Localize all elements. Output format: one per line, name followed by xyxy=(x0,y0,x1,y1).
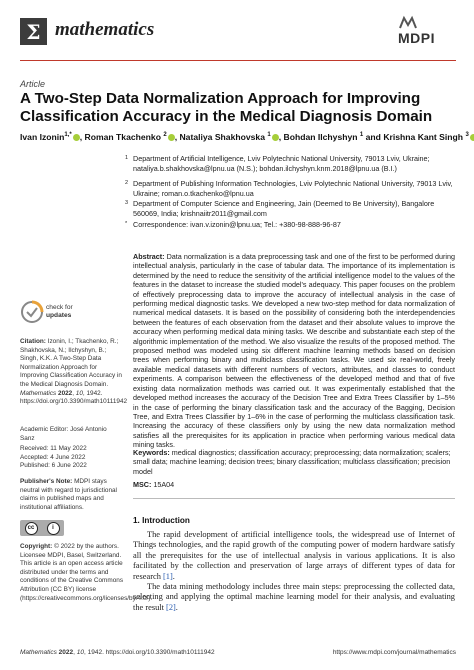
section-heading: 1. Introduction xyxy=(133,516,190,525)
footer-citation: Mathematics 2022, 10, 1942. https://doi.org/10.3390/math10111942 xyxy=(20,649,215,656)
intro-body xyxy=(133,530,455,613)
correspondence: * Correspondence: ivan.v.izonin@lpnu.ua; Tel.: +380-98-888-96-87 xyxy=(125,220,341,229)
keywords xyxy=(133,448,455,476)
citation-link[interactable]: [2] xyxy=(166,602,176,612)
abstract xyxy=(133,252,455,450)
publisher-note: Publisher's Note: MDPI stays neutral with regard to jurisdictional claims in published maps and institutional affiliations. xyxy=(20,478,117,511)
author-name[interactable]: Roman Tkachenko xyxy=(84,132,161,142)
section-rule xyxy=(133,498,455,499)
paper-title: A Two-Step Data Normalization Approach for Improving Classification Accuracy in the Medical Diagnosis Domain xyxy=(20,90,433,125)
author-name[interactable]: Nataliya Shakhovska xyxy=(179,132,265,142)
paragraph: The data mining methodology includes three main steps: preprocessing the collected data, selecting and applying the optimal machine learning model for their analysis, and evaluating the result [2]. xyxy=(133,582,455,612)
paragraph: The rapid development of artificial intelligence tools, the widespread use of Internet of Things technologies, and the rapid growth of the computing power of modern hardware satisfy all the prerequisites for the use of intellectual analysis in various applications. It is also facilitated by the collection and preservation of large arrays of different types of data for research [1]. xyxy=(133,530,455,581)
citation-info: Citation: Izonin, I.; Tkachenko, R.; Shakhovska, N.; Ilchyshyn, B.; Singh, K.K. A Two-Step Data Normalization Approach for Improving Classification Accuracy in the Medical Diagnosis Domain. Mathematics 2022, 10, 1942. https://doi.org/10.3390/math10111942 xyxy=(20,338,128,406)
msc-text: 15A04 xyxy=(153,480,175,489)
citation-link[interactable]: [1] xyxy=(163,571,173,581)
orcid-icon[interactable] xyxy=(73,134,80,141)
dates: Received: 11 May 2022 Accepted: 4 June 2022 Published: 6 June 2022 xyxy=(20,445,87,470)
header-rule xyxy=(20,60,456,61)
orcid-icon[interactable] xyxy=(470,134,474,141)
msc-label: MSC: xyxy=(133,480,152,489)
article-type: Article xyxy=(20,79,46,89)
affiliation: 2 Department of Publishing Information Technologies, Lviv Polytechnic National University, 79013 Lviv, Ukraine; roman.o.tkachenko@lpnu.ua xyxy=(125,179,453,198)
author-name[interactable]: Bohdan Ilchyshyn xyxy=(283,132,358,142)
author-name[interactable]: Ivan Izonin xyxy=(20,132,65,142)
academic-editor: Academic Editor: José Antonio Sanz xyxy=(20,426,107,442)
mdpi-logo-icon xyxy=(398,15,422,29)
journal-logo xyxy=(20,18,47,45)
copyright: Copyright: © 2022 by the authors. Licensee MDPI, Basel, Switzerland. This article is an open access article distributed under the terms and conditions of the Creative Commons Attribution (CC BY) license (https://creativecommons.org/licenses/by/4.0/). xyxy=(20,543,153,602)
footer-journal-url[interactable]: https://www.mdpi.com/journal/mathematics xyxy=(332,649,456,656)
abstract-text: Data normalization is a data preprocessing task and one of the first to be performed during intellectual analysis, particularly in the case of tabular data. The importance of its implementation is determined by the need to reduce the sensitivity of the artificial intelligence model to the values of the features in the dataset to increase the studied model's adequacy. This paper focuses on the problem of effectively preprocessing data to improve the accuracy of intellectual analysis in the case of performing medical diagnostic tasks. We developed a new two-step method for data normalization of numerical medical datasets. It is based on the possibility of considering both the interdependencies between the features of each observation from the dataset and their absolute values to improve the accuracy when performing medical data mining tasks. We describe and substantiate each step of the algorithmic implementation of the method. We also visualize the results of the proposed method. The proposed method was modeled using six different machine learning methods based on decision trees when performing binary and multiclass classification tasks. We used six real-world, freely available medical datasets with different numbers of vectors, attributes, and classes to conduct experiments. A comparison between the effectiveness of the developed method and that of five existing data normalization methods was carried out. It was experimentally established that the developed method increases the accuracy of the Decision Tree and Extra Trees Classifier by 1–5% in the case of performing the binary classification task and the accuracy of the Bagging, Decision Tree, and Extra Trees Classifier by 1–6% in the case of performing the multiclass classification task. Increasing the accuracy of these classifiers only by using the new data normalization method satisfies all the prerequisites for its application in practice when performing various medical data mining tasks. xyxy=(133,252,455,450)
keywords-label: Keywords: xyxy=(133,448,170,457)
publisher-logo: MDPI xyxy=(398,30,435,46)
keywords-text: medical diagnostics; classification accuracy; preprocessing; data normalization; scalers; small data; machine learning; decision trees; binary classification; multiclass classification; precision model xyxy=(133,448,451,476)
abstract-label: Abstract: xyxy=(133,252,165,261)
affiliation: 1 Department of Artificial Intelligence, Lviv Polytechnic National University, 79013 Lviv, Ukraine; nataliya.b.shakhovska@lpnu.ua (N.S.); bohdan.ilchyshyn.knm.2018@lpnu.ua (B.I.) xyxy=(125,154,430,173)
msc xyxy=(133,480,174,489)
sigma-icon: Σ xyxy=(26,19,41,44)
affiliation: 3 Department of Computer Science and Engineering, Jain (Deemed to Be University), Bangalore 560069, India; krishnaiitr2011@gmail.com xyxy=(125,199,435,218)
journal-name: mathematics xyxy=(55,19,155,40)
author-list: Ivan Izonin$^{1,*}$ , Roman Tkachenko $^2$ , Nataliya Shakhovska $^1$ , Bohdan Ilchyshyn $^1$ and Krishna Kant Singh $^3$ xyxy=(20,132,460,142)
orcid-icon[interactable] xyxy=(168,134,175,141)
check-for-updates[interactable]: check for updates xyxy=(46,304,73,319)
check-for-updates-icon[interactable] xyxy=(20,300,44,324)
cc-icon: cc xyxy=(25,522,38,535)
orcid-icon[interactable] xyxy=(272,134,279,141)
cc-license-badge[interactable] xyxy=(20,520,64,536)
attribution-icon: i xyxy=(47,522,60,535)
author-name[interactable]: Krishna Kant Singh xyxy=(383,132,464,142)
